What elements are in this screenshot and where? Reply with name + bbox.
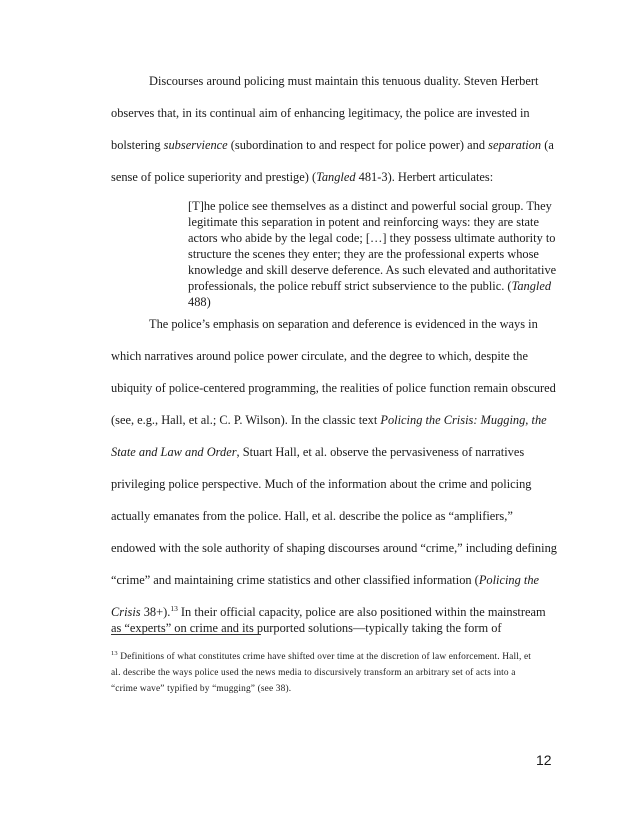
block-quote-line: professionals, the police rebuff strict subservience to the public. (Tangled [188,279,552,293]
block-quote-line: structure the scenes they enter; they are the professional experts whose [188,247,539,261]
footnote-line: “crime wave” typified by “mugging” (see 38). [111,684,292,694]
body-line: privileging police perspective. Much of the information about the crime and policing [111,477,532,491]
body-line: which narratives around police power circulate, and the degree to which, despite the [111,349,528,363]
body-line: State and Law and Order, Stuart Hall, et al. observe the pervasiveness of narratives [111,445,525,459]
body-line: Crisis 38+).$^{13}$ In their official capacity, police are also positioned within the mainstream [111,604,546,619]
block-quote-line: actors who abide by the legal code; […] they possess ultimate authority to [188,231,556,245]
body-line: Discourses around policing must maintain this tenuous duality. Steven Herbert [149,74,539,88]
body-line: actually emanates from the police. Hall, et al. describe the police as “amplifiers,” [111,509,513,523]
footnote-mark: 13 [111,650,118,657]
body-line: bolstering subservience (subordination to and respect for police power) and separation (a [111,138,554,152]
footnote-line: $^{13}$ Definitions of what constitutes crime have shifted over time at the discretion of law enforcement. Hall, et [111,650,532,662]
body-line: endowed with the sole authority of shaping discourses around “crime,” including defining [111,541,557,555]
footnote-reference[interactable]: 13 [170,604,178,613]
block-quote-line: knowledge and skill deserve deference. As such elevated and authoritative [188,263,557,277]
footnote-divider [111,634,261,635]
block-quote-line: [T]he police see themselves as a distinct and powerful social group. They [188,199,552,213]
body-line: The police’s emphasis on separation and deference is evidenced in the ways in [149,317,538,331]
block-quote-line: legitimate this separation in potent and reinforcing ways: they are state [188,215,539,229]
body-line-final: as “experts” on crime and its purported solutions—typically taking the form of [111,621,502,635]
body-line: observes that, in its continual aim of enhancing legitimacy, the police are invested in [111,106,530,120]
body-line: sense of police superiority and prestige) (Tangled 481-3). Herbert articulates: [111,170,494,184]
body-line: (see, e.g., Hall, et al.; C. P. Wilson). In the classic text Policing the Crisis: Mugging, the [111,413,547,427]
page-number: 12 [536,752,552,768]
body-line: “crime” and maintaining crime statistics and other classified information (Policing the [111,573,540,587]
body-line: ubiquity of police-centered programming, the realities of police function remain obscured [111,381,556,395]
block-quote-line: 488) [188,295,211,309]
footnote-line: al. describe the ways police used the news media to discursively transform an arbitrary set of acts into a [111,668,516,678]
